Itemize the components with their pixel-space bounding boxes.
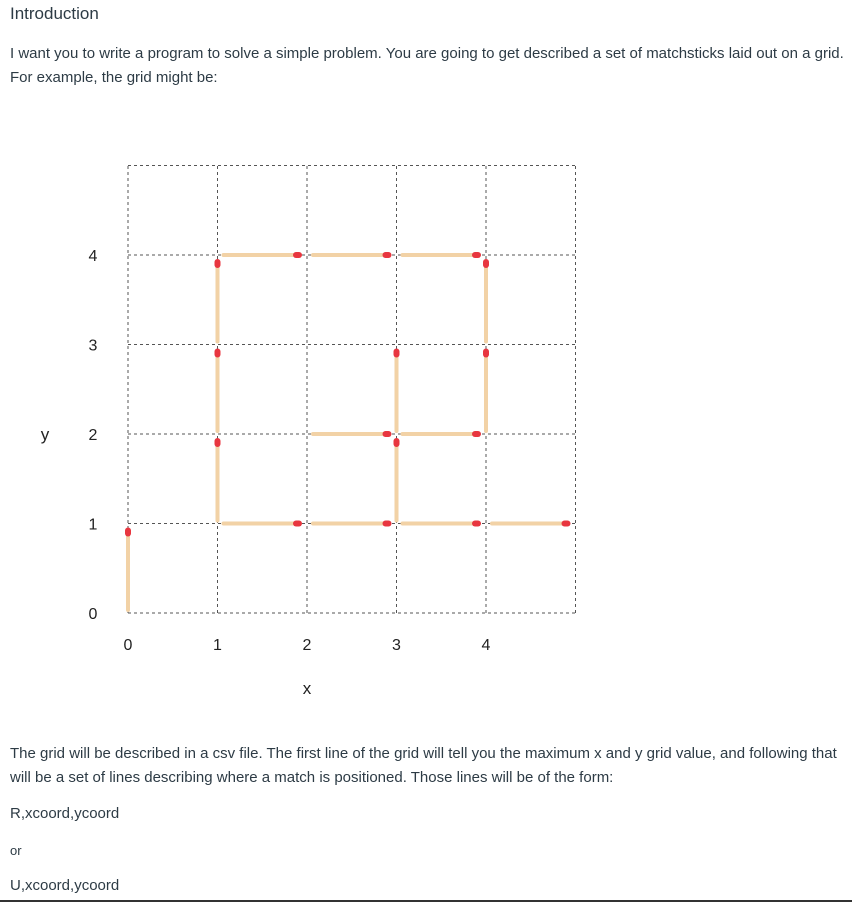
match-right xyxy=(313,431,392,437)
match-right xyxy=(403,252,482,258)
x-tick-label: 1 xyxy=(213,637,222,654)
match-head xyxy=(293,521,302,527)
match-right xyxy=(224,521,303,527)
match-up xyxy=(215,438,221,521)
grid-lines xyxy=(128,166,576,614)
match-head xyxy=(562,521,571,527)
x-tick-label: 2 xyxy=(302,637,312,654)
y-tick-label: 2 xyxy=(88,427,98,444)
match-right xyxy=(224,252,303,258)
match-up xyxy=(394,349,400,432)
introduction-heading: Introduction xyxy=(10,4,99,23)
y-tick-label: 1 xyxy=(88,516,98,534)
match-right xyxy=(313,252,392,258)
match-up xyxy=(125,528,131,611)
match-up xyxy=(215,349,221,432)
match-right xyxy=(492,521,571,527)
match-head xyxy=(293,252,302,258)
match-up xyxy=(483,349,489,432)
y-tick-label: 0 xyxy=(88,606,98,623)
x-axis-label: x xyxy=(302,679,312,698)
format-up-line: U,xcoord,ycoord xyxy=(10,877,120,894)
or-text: or xyxy=(10,843,22,858)
matches xyxy=(125,252,571,610)
y-tick-label: 3 xyxy=(88,337,98,355)
match-head xyxy=(472,252,481,258)
match-head xyxy=(383,252,392,258)
y-axis-label: y xyxy=(40,425,50,444)
match-head xyxy=(125,528,131,537)
match-head xyxy=(383,521,392,527)
match-head xyxy=(483,349,489,358)
x-tick-label: 0 xyxy=(123,637,133,654)
match-head xyxy=(472,431,481,437)
y-tick-label: 4 xyxy=(88,248,98,265)
description-paragraph: The grid will be described in a csv file. The first line of the grid will tell you the maximum x and y grid value, and following that will be a set of lines describing where a match is positioned. Those lines will be of the form: xyxy=(10,745,837,786)
match-up xyxy=(483,259,489,342)
match-head xyxy=(215,349,221,358)
match-up xyxy=(394,438,400,521)
match-head xyxy=(394,438,400,447)
match-head xyxy=(383,431,392,437)
x-tick-label: 3 xyxy=(392,637,401,654)
axis-labels xyxy=(41,248,491,698)
match-head xyxy=(483,259,489,268)
match-head xyxy=(215,438,221,447)
match-right xyxy=(403,431,482,437)
x-tick-label: 4 xyxy=(481,637,491,654)
match-head xyxy=(472,521,481,527)
match-right xyxy=(313,521,392,527)
match-head xyxy=(215,259,221,268)
match-right xyxy=(403,521,482,527)
match-up xyxy=(215,259,221,342)
bottom-divider xyxy=(0,900,852,902)
format-right-line: R,xcoord,ycoord xyxy=(10,805,120,822)
intro-paragraph: I want you to write a program to solve a simple problem. You are going to get described a set of matchsticks laid out on a grid. For example, the grid might be: xyxy=(10,45,844,86)
match-head xyxy=(394,349,400,358)
